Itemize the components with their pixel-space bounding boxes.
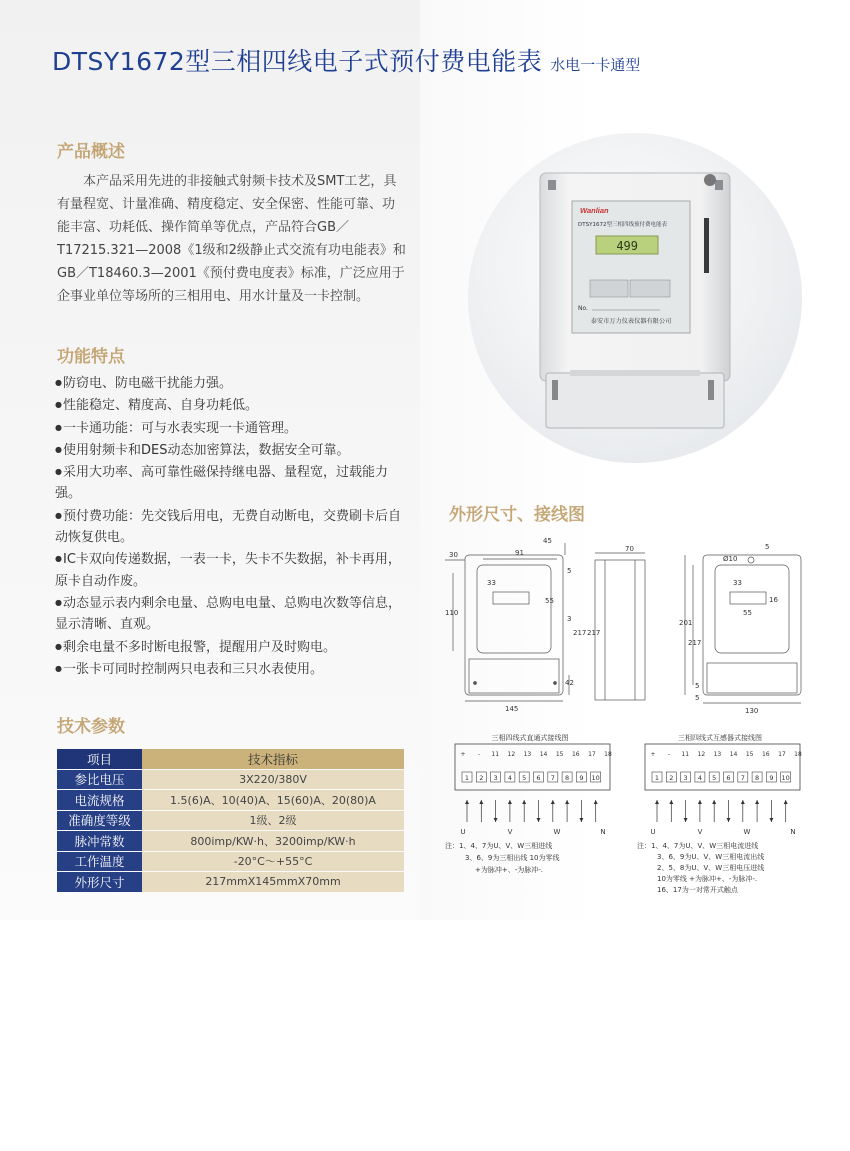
phase-label: N [790, 828, 796, 836]
wire-arrow [712, 800, 716, 804]
phase-label: V [507, 828, 513, 836]
phase-label: U [460, 828, 466, 836]
terminal-number: 5 [712, 774, 717, 782]
dim-label: 45 [543, 537, 552, 545]
wiring-title: 三相四线式直通式接线图 [491, 734, 569, 742]
product-title: DTSY1672型三相四线电子式预付费电能表 [52, 47, 543, 76]
wire-arrow [769, 818, 773, 822]
terminal-number: 1 [654, 774, 660, 782]
lcd-reading: 499 [616, 239, 638, 253]
dim-label: 30 [449, 551, 458, 559]
top-terminal-label: 17 [588, 751, 596, 758]
terminal-number: 1 [464, 774, 470, 782]
terminal-number: 2 [669, 774, 674, 782]
spec-key: 外形尺寸 [57, 872, 142, 892]
terminal-number: 6 [726, 774, 731, 782]
wire-arrow [755, 800, 759, 804]
spec-key: 电流规格 [57, 790, 142, 810]
product-subtitle: 水电一卡通型 [550, 56, 641, 74]
terminal-number: 4 [507, 774, 512, 782]
dim-label: 33 [487, 579, 496, 587]
dim-label: 5 [695, 682, 700, 690]
dim-label: 110 [445, 609, 459, 617]
wire-arrow [784, 800, 788, 804]
spec-key: 脉冲常数 [57, 831, 142, 851]
spec-key: 准确度等级 [57, 811, 142, 831]
card-slot [704, 218, 709, 273]
wire-arrow [698, 800, 702, 804]
spec-value: 217mmX145mmX70mm [142, 872, 404, 892]
terminal-number: 4 [697, 774, 702, 782]
wire-arrow [741, 800, 745, 804]
terminal-number: 7 [740, 774, 745, 782]
overview-text: 本产品采用先进的非接触式射频卡技术及SMT工艺，具有量程宽、计量准确、精度稳定、安全保密、性能可靠、功能丰富、功耗低、操作简单等优点，产品符合GB／T17215.321—2008《1级和2级静止式交流有功电能表》和GB／T18460.3—2001《预付费电度表》标准，广泛应用于企事业单位等场所的三相用电、用水计量及一卡控制。 [57, 174, 406, 304]
top-terminal-label: 14 [729, 751, 738, 758]
top-terminal-label: 16 [761, 751, 770, 758]
wire-arrow [479, 800, 483, 804]
feature-item: ● 防窃电、防电磁干扰能力强。 [55, 372, 410, 394]
feature-item: ● IC卡双向传递数据，一表一卡，失卡不失数据，补卡再用，原卡自动作废。 [55, 548, 410, 592]
wiring-note: 3、6、9为U、V、W三相电流出线 [657, 853, 765, 861]
terminal-number: 7 [550, 774, 555, 782]
dim-label: 145 [505, 705, 519, 713]
top-terminal-label: 12 [697, 751, 706, 758]
dim-label: 217 [587, 629, 601, 637]
terminal-number: 8 [755, 774, 760, 782]
specs-table [57, 748, 404, 893]
wiring-title: 三相四线式互感器式接线图 [678, 734, 762, 742]
dim-label: 3 [567, 615, 572, 623]
feature-item: ● 性能稳定、精度高、自身功耗低。 [55, 394, 410, 416]
meter-illustration [530, 168, 740, 433]
dim-label: 16 [769, 596, 778, 604]
phase-label: W [553, 828, 561, 836]
spec-value: -20°C～+55°C [142, 852, 404, 872]
wiring-note: +为脉冲+、-为脉冲-. [475, 866, 544, 874]
wire-arrow [522, 800, 526, 804]
feature-item: ● 一张卡可同时控制两只电表和三只水表使用。 [55, 658, 410, 680]
spec-value: 1级、2级 [142, 811, 404, 831]
dim-label: 91 [515, 549, 524, 557]
nameplate-model: DTSY1672型三相四线预付费电能表 [578, 222, 667, 228]
terminal-number: 9 [769, 774, 774, 782]
top-terminal-label: - [478, 751, 481, 758]
table-row [57, 852, 404, 872]
table-row [57, 872, 404, 892]
wire-arrow [494, 818, 498, 822]
wire-arrow [565, 800, 569, 804]
wire-arrow [551, 800, 555, 804]
table-row [57, 811, 404, 831]
wire-arrow [655, 800, 659, 804]
mount-screw [715, 180, 723, 190]
terminal-number: 8 [565, 774, 570, 782]
top-terminal-label: 16 [571, 751, 580, 758]
spec-key: 工作温度 [57, 852, 142, 872]
top-terminal-label: 11 [491, 751, 500, 758]
features-list [55, 372, 410, 680]
wire-arrow [669, 800, 673, 804]
wiring-diagram-ct [635, 730, 810, 895]
top-terminal-label: 15 [555, 751, 564, 758]
spec-key: 参比电压 [57, 770, 142, 790]
dim-label: 42 [565, 679, 574, 687]
top-terminal-label: 15 [745, 751, 754, 758]
wiring-note: 10为零线 +为脉冲+、-为脉冲-. [657, 875, 758, 883]
page-title [52, 42, 640, 78]
top-terminal-label: 11 [681, 751, 690, 758]
feature-item: ● 一卡通功能：可与水表实现一卡通管理。 [55, 417, 410, 439]
phase-label: W [743, 828, 751, 836]
wire-arrow [594, 800, 598, 804]
serial-no-label: No. [578, 305, 588, 312]
phase-label: V [697, 828, 703, 836]
terminal-number: 2 [479, 774, 484, 782]
wire-arrow [727, 818, 731, 822]
wiring-note: 16、17为一对常开式触点 [657, 886, 738, 894]
wiring-diagram-direct [445, 730, 620, 895]
dim-label: 5 [567, 567, 572, 575]
dimensions-heading: 外形尺寸、接线图 [449, 505, 585, 525]
dim-label: Ø10 [723, 555, 738, 563]
col-item-header: 项目 [57, 749, 142, 769]
meter-nameplate [572, 201, 690, 333]
dim-label: 5 [765, 543, 770, 551]
terminal-number: 10 [591, 774, 600, 782]
top-terminal-label: 14 [539, 751, 548, 758]
feature-item: ● 预付费功能：先交钱后用电，无费自动断电，交费刷卡后自动恢复供电。 [55, 505, 410, 549]
features-heading: 功能特点 [57, 347, 125, 367]
wire-arrow [684, 818, 688, 822]
phase-label: U [650, 828, 656, 836]
dim-label: 55 [743, 609, 752, 617]
feature-item: ● 剩余电量不多时断电报警，提醒用户及时购电。 [55, 636, 410, 658]
terminal-number: 9 [579, 774, 584, 782]
dim-label: 130 [745, 707, 759, 715]
dim-label: 5 [695, 694, 700, 702]
top-terminal-label: - [668, 751, 671, 758]
feature-item: ● 采用大功率、高可靠性磁保持继电器、量程宽，过载能力强。 [55, 461, 410, 505]
dimension-drawings [445, 535, 810, 715]
wire-arrow [537, 818, 541, 822]
top-terminal-label: 12 [507, 751, 516, 758]
terminal-number: 3 [683, 774, 688, 782]
wiring-note: 3、6、9为三相出线 10为零线 [465, 854, 560, 862]
specs-heading: 技术参数 [57, 717, 125, 737]
dim-label: 33 [733, 579, 742, 587]
feature-item: ● 动态显示表内剩余电量、总购电电量、总购电次数等信息，显示清晰、直观。 [55, 592, 410, 636]
brand-logo: Wanlian [580, 206, 609, 215]
overview-heading: 产品概述 [57, 142, 125, 162]
dim-label: 70 [625, 545, 634, 553]
wire-arrow [579, 818, 583, 822]
terminal-number: 6 [536, 774, 541, 782]
dim-label: 201 [679, 619, 693, 627]
dim-label: 217 [688, 639, 702, 647]
table-row [57, 831, 404, 851]
wiring-note: 注：1、4、7为U、V、W三相电流进线 [637, 842, 759, 850]
ct-meter-view-drawing [685, 555, 801, 703]
seal-screw [704, 174, 716, 186]
top-terminal-label: 18 [604, 751, 612, 758]
spec-value: 1.5(6)A、10(40)A、15(60)A、20(80)A [142, 790, 404, 810]
top-terminal-label: + [650, 751, 656, 758]
side-view-drawing [595, 553, 645, 700]
table-row [57, 790, 404, 810]
dim-label: 217 [573, 629, 587, 637]
terminal-cover [546, 373, 724, 428]
wire-arrow [465, 800, 469, 804]
dim-label: 55 [545, 597, 554, 605]
manufacturer-label: 泰安市万力仪表仪器有限公司 [590, 318, 672, 325]
top-terminal-label: 13 [713, 751, 722, 758]
spec-value: 3X220/380V [142, 770, 404, 790]
top-terminal-label: 13 [523, 751, 532, 758]
wiring-note: 2、5、8为U、V、W三相电压进线 [657, 864, 765, 872]
top-terminal-label: 17 [778, 751, 786, 758]
col-value-header: 技术指标 [142, 749, 404, 769]
top-terminal-label: 18 [794, 751, 802, 758]
table-header-row [57, 749, 404, 769]
mount-screw [548, 180, 556, 190]
terminal-number: 3 [493, 774, 498, 782]
wiring-note: 注：1、4、7为U、V、W三相进线 [445, 842, 553, 850]
terminal-number: 5 [522, 774, 527, 782]
feature-item: ● 使用射频卡和DES动态加密算法，数据安全可靠。 [55, 439, 410, 461]
wire-arrow [508, 800, 512, 804]
top-terminal-label: + [460, 751, 466, 758]
terminal-number: 10 [781, 774, 790, 782]
spec-value: 800imp/KW·h、3200imp/KW·h [142, 831, 404, 851]
phase-label: N [600, 828, 606, 836]
table-row [57, 770, 404, 790]
